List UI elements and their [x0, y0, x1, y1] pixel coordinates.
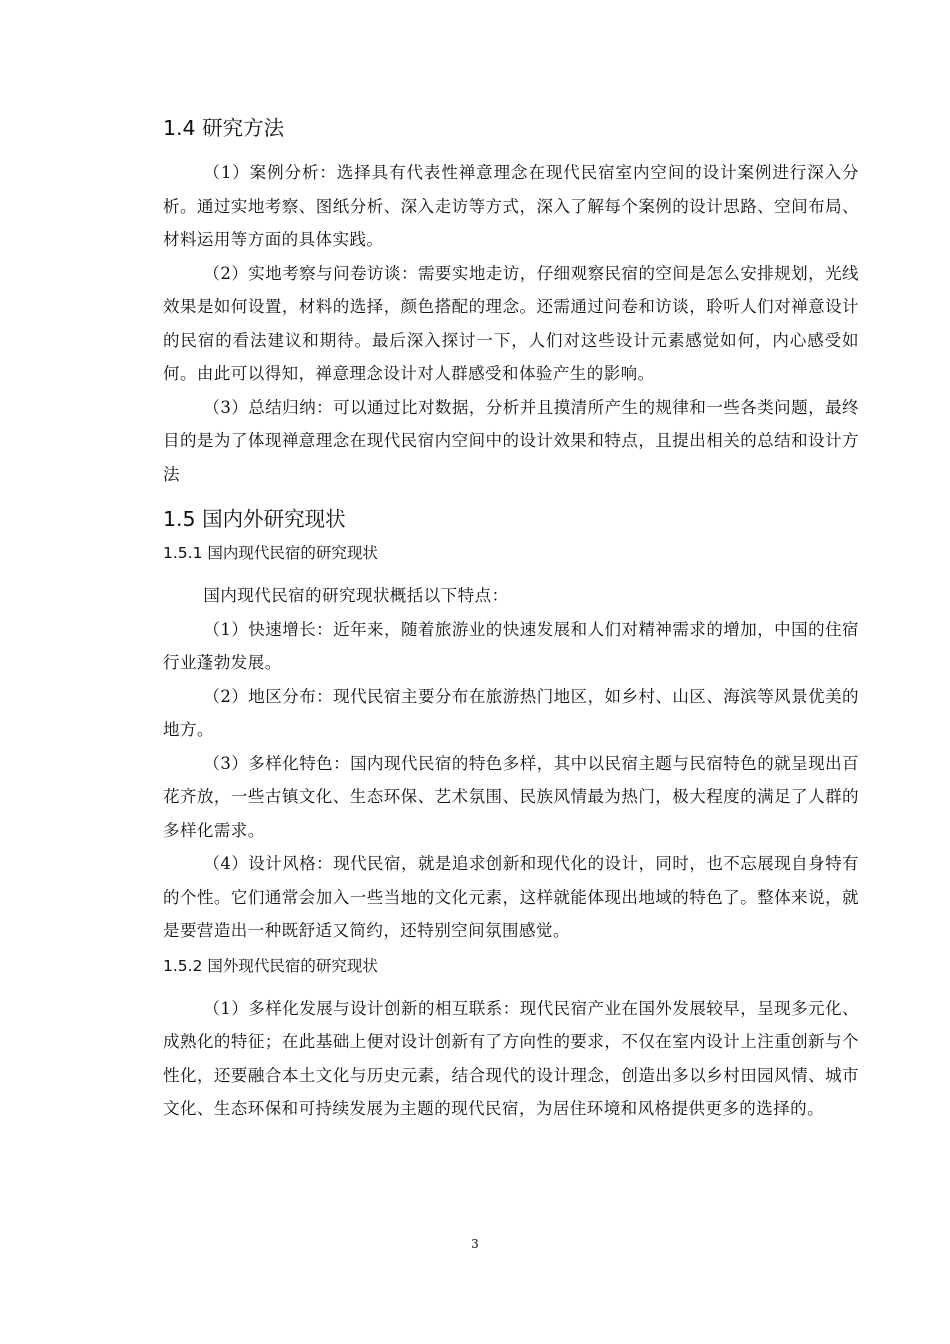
paragraph: （3）总结归纳：可以通过比对数据，分析并且摸清所产生的规律和一些各类问题，最终目的是为了体现禅意理念在现代民宿内空间中的设计效果和特点，且提出相关的总结和设计方法: [163, 397, 859, 484]
paragraph: （1）快速增长：近年来，随着旅游业的快速发展和人们对精神需求的增加，中国的住宿行业蓬勃发展。: [163, 619, 859, 672]
page-number: 3: [471, 1237, 479, 1251]
paragraph: （4）设计风格：现代民宿，就是追求创新和现代化的设计，同时，也不忘展现自身特有的个性。它们通常会加入一些当地的文化元素，这样就能体现出地域的特色了。整体来说，就是要营造出一种既舒适又简约，还特别空间氛围感觉。: [163, 854, 859, 940]
subsection-heading-foreign: 1.5.2 国外现代民宿的研究现状: [163, 956, 378, 975]
paragraph: （2）实地考察与问卷访谈：需要实地走访，仔细观察民宿的空间是怎么安排规划，光线效果是如何设置，材料的选择，颜色搭配的理念。还需通过问卷和访谈，聆听人们对禅意设计的民宿的看法建议和期待。最后深入探讨一下，人们对这些设计元素感觉如何，内心感受如何。由此可以得知，禅意理念设计对人群感受和体验产生的影响。: [163, 263, 859, 383]
paragraph: （1）案例分析：选择具有代表性禅意理念在现代民宿室内空间的设计案例进行深入分析。通过实地考察、图纸分析、深入走访等方式，深入了解每个案例的设计思路、空间布局、材料运用等方面的具体实践。: [163, 163, 859, 249]
page-content: [163, 112, 859, 1126]
paragraph: （3）多样化特色：国内现代民宿的特色多样，其中以民宿主题与民宿特色的就呈现出百花齐放，一些古镇文化、生态环保、艺术氛围、民族风情最为热门，极大程度的满足了人群的多样化需求。: [163, 753, 859, 840]
paragraph: （1）多样化发展与设计创新的相互联系：现代民宿产业在国外发展较早，呈现多元化、成熟化的特征；在此基础上便对设计创新有了方向性的要求，不仅在室内设计上注重创新与个性化，还要融合本土文化与历史元素，结合现代的设计理念，创造出多以乡村田园风情、城市文化、生态环保和可持续发展为主题的现代民宿，为居住环境和风格提供更多的选择的。: [163, 998, 859, 1118]
paragraph: （2）地区分布：现代民宿主要分布在旅游热门地区，如乡村、山区、海滨等风景优美的地方。: [163, 686, 859, 739]
subsection-heading-domestic: 1.5.1 国内现代民宿的研究现状: [163, 544, 378, 562]
section-heading-research-status: 1.5 国内外研究现状: [163, 507, 346, 531]
section-heading-research-methods: 1.4 研究方法: [163, 116, 285, 140]
paragraph: 国内现代民宿的研究现状概括以下特点：: [203, 586, 509, 605]
